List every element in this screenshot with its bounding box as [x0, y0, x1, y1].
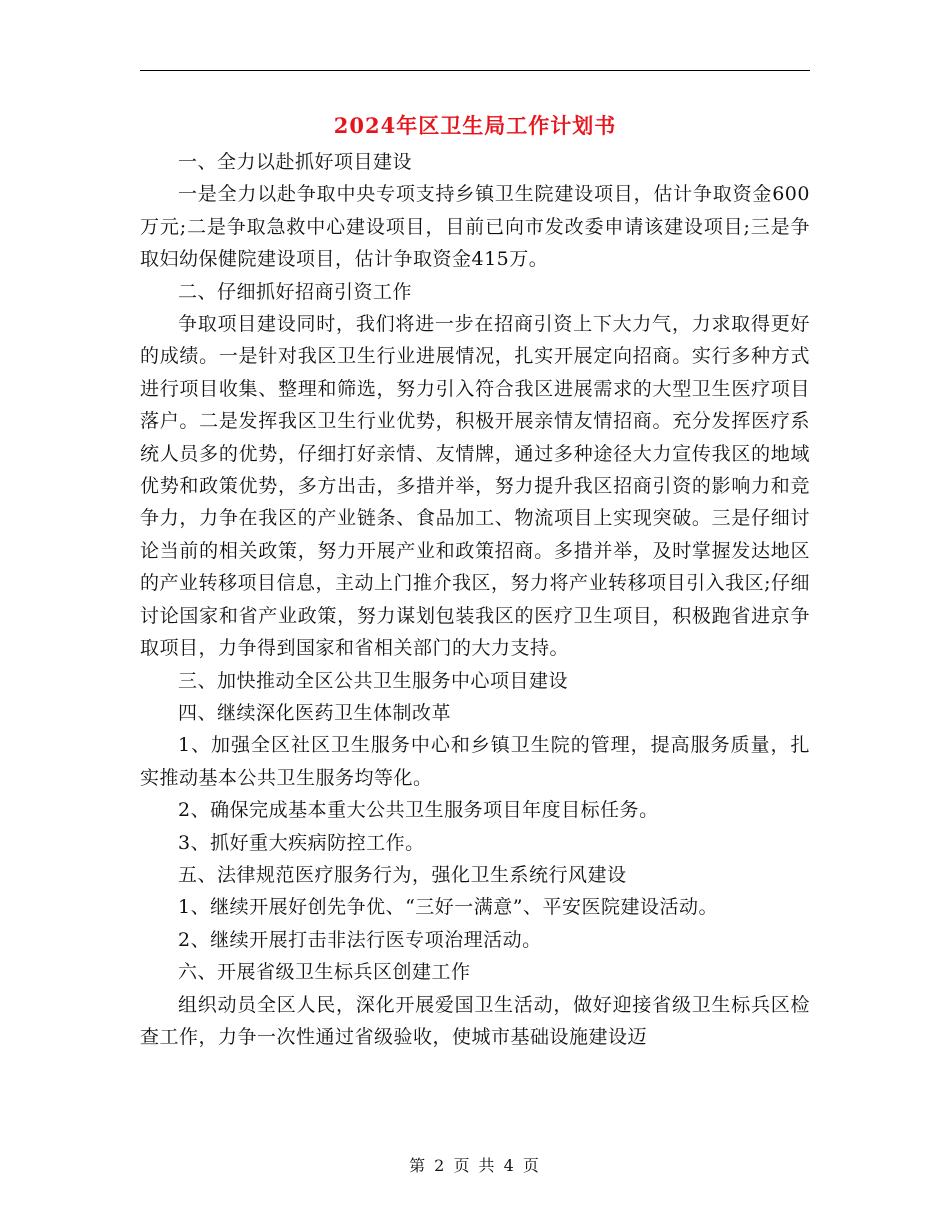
page-footer: 第 2 页 共 4 页 [409, 1156, 541, 1175]
heading-section-2: 二、仔细抓好招商引资工作 [178, 280, 413, 303]
document-body [140, 146, 810, 1053]
heading-section-3: 三、加快推动全区公共卫生服务中心项目建设 [178, 669, 569, 692]
list-item: 2、继续开展打击非法行医专项治理活动。 [178, 928, 542, 951]
heading-section-4: 四、继续深化医药卫生体制改革 [178, 701, 452, 724]
heading-section-5: 五、法律规范医疗服务行为，强化卫生系统行风建设 [178, 863, 627, 886]
list-item: 2、确保完成基本重大公共卫生服务项目年度目标任务。 [178, 799, 659, 822]
paragraph: 组织动员全区人民，深化开展爱国卫生活动，做好迎接省级卫生标兵区检查工作，力争一次性通过省级验收，使城市基础设施建设迈 [140, 993, 810, 1048]
document-title: 2024年区卫生局工作计划书 [333, 113, 617, 138]
paragraph: 争取项目建设同时，我们将进一步在招商引资上下大力气，力求取得更好的成绩。一是针对我区卫生行业进展情况，扎实开展定向招商。实行多种方式进行项目收集、整理和筛选，努力引入符合我区进展需求的大型卫生医疗项目落户。二是发挥我区卫生行业优势，积极开展亲情友情招商。充分发挥医疗系统人员多的优势，仔细打好亲情、友情牌，通过多种途径大力宣传我区的地域优势和政策优势，多方出击，多措并举，努力提升我区招商引资的影响力和竞争力，力争在我区的产业链条、食品加工、物流项目上实现突破。三是仔细讨论当前的相关政策，努力开展产业和政策招商。多措并举，及时掌握发达地区的产业转移项目信息，主动上门推介我区，努力将产业转移项目引入我区;仔细讨论国家和省产业政策，努力谋划包装我区的医疗卫生项目，积极跑省进京争取项目，力争得到国家和省相关部门的大力支持。 [140, 313, 810, 660]
list-item: 3、抓好重大疾病防控工作。 [178, 831, 425, 854]
list-item: 1、加强全区社区卫生服务中心和乡镇卫生院的管理，提高服务质量，扎实推动基本公共卫生服务均等化。 [140, 734, 810, 789]
paragraph: 一是全力以赴争取中央专项支持乡镇卫生院建设项目，估计争取资金600万元;二是争取急救中心建设项目，目前已向市发改委申请该建设项目;三是争取妇幼保健院建设项目，估计争取资金415万。 [140, 183, 810, 271]
header-rule [140, 70, 810, 71]
heading-section-6: 六、开展省级卫生标兵区创建工作 [178, 961, 471, 984]
heading-section-1: 一、全力以赴抓好项目建设 [178, 151, 413, 173]
list-item: 1、继续开展好创先争优、“三好一满意”、平安医院建设活动。 [178, 896, 719, 919]
